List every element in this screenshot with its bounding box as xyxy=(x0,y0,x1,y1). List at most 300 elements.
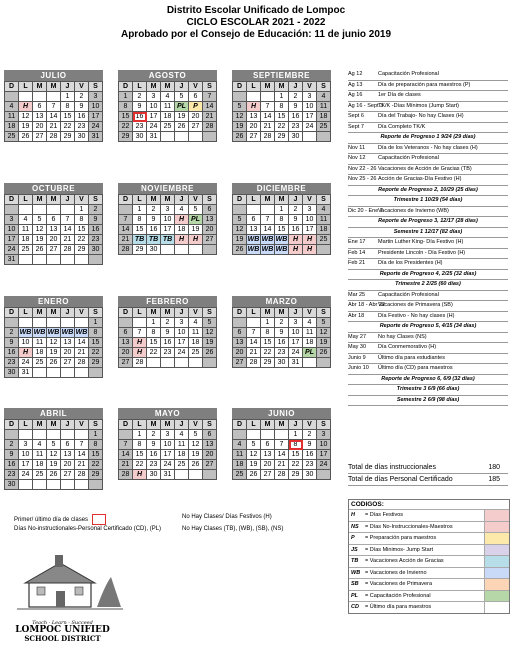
day-cell: 3 xyxy=(5,215,19,225)
day-name-header: D xyxy=(5,195,19,205)
event-text: Vacaciones de Invierno (WB) xyxy=(378,207,449,214)
day-cell: 26 xyxy=(33,245,47,255)
day-cell: 15 xyxy=(133,225,147,235)
day-name-header: J xyxy=(175,308,189,318)
day-cell: 3 xyxy=(161,205,175,215)
day-cell: 30 xyxy=(133,132,147,142)
day-cell: 1 xyxy=(119,92,133,102)
day-name-header: J xyxy=(289,308,303,318)
day-cell: 7 xyxy=(119,215,133,225)
event-row xyxy=(348,312,508,323)
day-cell: 26 xyxy=(317,348,331,358)
day-name-header: S xyxy=(203,308,217,318)
day-cell: 30 xyxy=(147,245,161,255)
day-cell: 9 xyxy=(5,450,19,460)
month-enero xyxy=(4,296,103,378)
day-cell: 3 xyxy=(19,440,33,450)
day-cell xyxy=(61,318,75,328)
event-text: 1er Día de clases xyxy=(378,92,421,98)
day-cell: 9 xyxy=(303,440,317,450)
day-cell: 15 xyxy=(119,112,133,122)
total-certificated-label: Total de días Personal Certificado xyxy=(348,476,453,483)
code-key: NS xyxy=(351,523,359,530)
day-name-header: S xyxy=(203,420,217,430)
day-cell: 13 xyxy=(247,112,261,122)
event-row xyxy=(348,165,508,176)
day-cell: 7 xyxy=(203,92,217,102)
day-cell: 6 xyxy=(33,102,47,112)
day-cell: 2 xyxy=(89,205,103,215)
day-cell: 30 xyxy=(89,245,103,255)
day-cell xyxy=(233,318,247,328)
month-mayo xyxy=(118,408,217,480)
day-name-header: L xyxy=(19,82,33,92)
day-cell: 10 xyxy=(303,215,317,225)
month-marzo xyxy=(232,296,331,368)
event-date: Nov 22 - 26 xyxy=(348,165,377,172)
day-cell: 17 xyxy=(89,112,103,122)
day-cell: 20 xyxy=(119,348,133,358)
day-cell: 18 xyxy=(317,225,331,235)
month-title: NOVIEMBRE xyxy=(118,183,217,194)
day-name-header: D xyxy=(233,195,247,205)
day-cell: 13 xyxy=(47,225,61,235)
day-cell: WB xyxy=(275,246,288,253)
day-cell: 19 xyxy=(47,460,61,470)
day-cell: H xyxy=(19,102,33,112)
event-row xyxy=(348,333,508,344)
legend-no-class-h: No Hay Clases/ Días Festivos (H) xyxy=(182,514,272,520)
day-name-header: V xyxy=(75,420,89,430)
code-description: = Vacaciones de Invierno xyxy=(365,569,427,576)
code-key: SB xyxy=(351,581,359,587)
month-title: OCTUBRE xyxy=(4,183,103,194)
day-cell xyxy=(133,318,147,328)
day-cell: 31 xyxy=(289,358,303,368)
day-cell: 23 xyxy=(75,122,89,132)
day-cell: 3 xyxy=(175,318,189,328)
month-title: MAYO xyxy=(118,408,217,419)
day-cell: 26 xyxy=(175,122,189,132)
day-cell: H xyxy=(303,235,317,245)
day-cell xyxy=(47,368,61,378)
day-cell: 9 xyxy=(147,215,161,225)
day-cell: 1 xyxy=(89,318,103,328)
day-cell: 23 xyxy=(289,122,303,132)
day-cell: 1 xyxy=(289,430,303,440)
day-cell: 16 xyxy=(289,225,303,235)
report-row xyxy=(348,396,508,407)
day-cell: 19 xyxy=(175,112,189,122)
month-title: JULIO xyxy=(4,70,103,81)
day-cell: 10 xyxy=(19,338,33,348)
day-cell xyxy=(303,358,317,368)
day-cell: 2 xyxy=(275,318,289,328)
events-list xyxy=(348,70,508,406)
day-cell xyxy=(203,132,217,142)
day-cell: 18 xyxy=(161,112,175,122)
event-date: Abr 18 xyxy=(348,312,365,319)
day-cell: 5 xyxy=(189,205,203,215)
day-cell: 4 xyxy=(161,92,175,102)
month-title: DICIEMBRE xyxy=(232,183,331,194)
day-cell: 22 xyxy=(89,460,103,470)
day-name-header: S xyxy=(317,420,331,430)
event-row xyxy=(348,354,508,365)
day-cell xyxy=(47,480,61,490)
day-cell: 22 xyxy=(89,348,103,358)
day-name-header: S xyxy=(89,420,103,430)
day-cell: TB xyxy=(161,235,175,245)
day-name-header: S xyxy=(89,308,103,318)
day-cell: 16 xyxy=(133,112,147,122)
month-title: ENERO xyxy=(4,296,103,307)
day-cell: 9 xyxy=(75,102,89,112)
code-color-swatch xyxy=(484,579,509,590)
day-cell: 26 xyxy=(233,132,247,142)
code-key: P xyxy=(351,535,355,541)
day-cell: 6 xyxy=(119,328,133,338)
day-cell: 7 xyxy=(47,102,61,112)
day-cell: 22 xyxy=(261,348,275,358)
day-cell xyxy=(47,430,61,440)
day-cell: WB xyxy=(75,329,88,336)
day-cell: 7 xyxy=(275,440,289,450)
day-cell: 26 xyxy=(203,348,217,358)
day-cell: 5 xyxy=(47,440,61,450)
day-cell: 25 xyxy=(33,358,47,368)
day-name-header: J xyxy=(175,420,189,430)
district-title: Distrito Escolar Unificado de Lompoc xyxy=(166,5,346,16)
day-cell: 17 xyxy=(303,112,317,122)
day-cell: PL xyxy=(303,348,317,358)
day-cell xyxy=(189,358,203,368)
day-name-header: M xyxy=(161,308,175,318)
day-cell: 8 xyxy=(147,328,161,338)
day-cell xyxy=(19,430,33,440)
day-cell xyxy=(61,205,75,215)
report-row xyxy=(348,186,508,197)
event-date: Junio 9 xyxy=(348,354,366,361)
day-cell: 13 xyxy=(261,450,275,460)
day-name-header: L xyxy=(19,195,33,205)
code-key: JS xyxy=(351,546,358,553)
day-name-header: D xyxy=(5,82,19,92)
day-cell: 12 xyxy=(19,112,33,122)
day-cell: 7 xyxy=(119,440,133,450)
day-cell xyxy=(317,470,331,480)
day-cell: 7 xyxy=(75,440,89,450)
day-cell xyxy=(189,245,203,255)
event-text: Capacitación Profesional xyxy=(378,291,439,298)
report-text: Semestre 2 6/9 (98 días) xyxy=(396,396,460,403)
event-date: Feb 21 xyxy=(348,260,366,266)
day-name-header: M xyxy=(275,195,289,205)
day-cell: 9 xyxy=(289,215,303,225)
day-cell: 30 xyxy=(75,132,89,142)
day-cell xyxy=(47,92,61,102)
day-cell xyxy=(5,318,19,328)
day-name-header: M xyxy=(275,420,289,430)
day-cell: 16 xyxy=(147,450,161,460)
day-cell: 29 xyxy=(289,470,303,480)
event-row xyxy=(348,301,508,312)
event-text: Capacitación Profesional xyxy=(378,155,439,161)
day-cell xyxy=(19,318,33,328)
day-name-header: L xyxy=(133,420,147,430)
day-cell xyxy=(119,430,133,440)
day-name-header: L xyxy=(247,195,261,205)
day-cell: 28 xyxy=(275,470,289,480)
day-cell: 15 xyxy=(261,338,275,348)
day-cell: TB xyxy=(133,235,147,245)
day-cell: 23 xyxy=(5,470,19,480)
day-name-header: V xyxy=(303,308,317,318)
day-cell: 30 xyxy=(5,368,19,378)
code-key: WB xyxy=(351,569,361,576)
day-cell: 5 xyxy=(317,318,331,328)
codes-legend xyxy=(348,499,510,614)
month-febrero xyxy=(118,296,217,368)
day-cell: 4 xyxy=(5,102,19,112)
day-cell: 13 xyxy=(203,440,217,450)
event-text: Último día (CD) para maestros xyxy=(378,365,453,371)
report-row xyxy=(348,133,508,144)
day-name-header: V xyxy=(303,82,317,92)
day-cell xyxy=(317,132,331,142)
day-cell xyxy=(33,92,47,102)
day-cell: H xyxy=(175,235,189,245)
day-cell xyxy=(47,205,61,215)
day-name-header: D xyxy=(119,195,133,205)
school-year-title: CICLO ESCOLAR 2021 - 2022 xyxy=(186,17,326,28)
day-cell xyxy=(33,255,47,265)
day-cell: 10 xyxy=(317,440,331,450)
day-cell xyxy=(61,430,75,440)
report-text: Reporte de Progreso 5, 4/15 (34 días) xyxy=(379,323,477,329)
day-cell: 5 xyxy=(175,92,189,102)
day-cell: 29 xyxy=(89,470,103,480)
event-text: Acción de Gracias-Día Festivo (H) xyxy=(378,176,462,182)
code-description: = Preparación para maestros xyxy=(365,535,437,541)
day-name-header: M xyxy=(161,420,175,430)
day-cell xyxy=(33,368,47,378)
day-cell xyxy=(75,255,89,265)
day-cell: 24 xyxy=(89,122,103,132)
day-cell: 8 xyxy=(289,440,303,450)
day-cell: 12 xyxy=(47,450,61,460)
day-cell: 10 xyxy=(89,102,103,112)
total-certificated-value: 185 xyxy=(488,476,500,483)
day-cell: 8 xyxy=(133,440,147,450)
day-cell: 22 xyxy=(133,460,147,470)
logo-name-2: SCHOOL DISTRICT xyxy=(24,634,101,643)
day-cell xyxy=(247,92,261,102)
day-cell xyxy=(75,318,89,328)
day-cell: 21 xyxy=(261,122,275,132)
code-description: = Días No-Instruccionales-Maestros xyxy=(365,523,453,530)
event-date: May 27 xyxy=(348,333,367,340)
day-cell: 8 xyxy=(133,215,147,225)
schoolhouse-icon xyxy=(15,553,125,615)
event-text: Día Festivo - No hay clases (H) xyxy=(378,312,455,319)
red-box-icon xyxy=(92,514,106,525)
codes-title: CODIGOS: xyxy=(351,501,384,508)
day-cell: 8 xyxy=(275,102,289,112)
day-cell: 6 xyxy=(203,430,217,440)
day-cell xyxy=(161,132,175,142)
event-row xyxy=(348,364,508,375)
day-cell: 1 xyxy=(133,205,147,215)
day-cell: 12 xyxy=(203,328,217,338)
day-cell: 22 xyxy=(147,348,161,358)
day-cell: 9 xyxy=(289,102,303,112)
event-date: Ag 16 - Sept 3 xyxy=(348,102,384,109)
day-cell: 19 xyxy=(203,338,217,348)
day-name-header: J xyxy=(175,195,189,205)
day-cell: 26 xyxy=(189,460,203,470)
code-row xyxy=(349,601,509,613)
event-date: Nov 11 xyxy=(348,144,366,151)
day-cell: 10 xyxy=(19,450,33,460)
day-cell: 7 xyxy=(133,328,147,338)
day-cell: 17 xyxy=(161,225,175,235)
event-date: May 30 xyxy=(348,344,367,350)
day-cell: 2 xyxy=(161,318,175,328)
event-row xyxy=(348,343,508,354)
code-color-swatch xyxy=(484,510,509,521)
day-name-header: V xyxy=(189,420,203,430)
day-cell xyxy=(203,245,217,255)
day-cell: 15 xyxy=(133,450,147,460)
day-cell: WB xyxy=(61,329,74,336)
report-row xyxy=(348,375,508,386)
day-name-header: M xyxy=(147,82,161,92)
day-name-header: L xyxy=(133,308,147,318)
event-text: Vacaciones de Primavera (SB) xyxy=(378,302,453,308)
day-cell: 16 xyxy=(5,348,19,358)
day-cell xyxy=(233,92,247,102)
day-cell: H xyxy=(289,235,303,245)
month-title: SEPTIEMBRE xyxy=(232,70,331,81)
month-title: AGOSTO xyxy=(118,70,217,81)
day-cell: 28 xyxy=(119,245,133,255)
day-cell xyxy=(33,430,47,440)
day-cell xyxy=(75,368,89,378)
day-cell: 24 xyxy=(161,460,175,470)
event-date: Mar 25 xyxy=(348,291,366,298)
day-cell: 11 xyxy=(33,450,47,460)
day-cell: 29 xyxy=(61,132,75,142)
day-cell: 9 xyxy=(147,440,161,450)
totals xyxy=(348,462,508,486)
day-cell: 12 xyxy=(233,225,247,235)
day-cell: 22 xyxy=(119,122,133,132)
event-text: Día de preparación para maestros (P) xyxy=(378,81,471,88)
day-cell xyxy=(175,132,189,142)
day-cell: 20 xyxy=(47,235,61,245)
day-cell: 9 xyxy=(161,328,175,338)
day-cell: 5 xyxy=(203,318,217,328)
event-row xyxy=(348,249,508,260)
day-cell: WB xyxy=(19,329,32,336)
day-cell: 15 xyxy=(89,450,103,460)
event-row xyxy=(348,112,508,123)
day-cell: 16 xyxy=(275,338,289,348)
day-cell: 14 xyxy=(247,338,261,348)
district-logo xyxy=(15,553,125,643)
day-cell xyxy=(89,480,103,490)
day-cell: 21 xyxy=(275,460,289,470)
day-cell: 3 xyxy=(303,92,317,102)
day-cell: 8 xyxy=(75,215,89,225)
day-cell xyxy=(47,255,61,265)
day-cell xyxy=(47,318,61,328)
code-row xyxy=(349,555,509,567)
day-cell: 6 xyxy=(61,440,75,450)
day-name-header: V xyxy=(75,82,89,92)
month-septiembre xyxy=(232,70,331,142)
event-date: Junio 10 xyxy=(348,365,369,371)
day-cell: 2 xyxy=(303,430,317,440)
day-cell: 8 xyxy=(275,215,289,225)
day-cell: 3 xyxy=(317,430,331,440)
day-cell: 27 xyxy=(61,358,75,368)
day-cell: 13 xyxy=(203,215,217,225)
day-cell: 2 xyxy=(147,430,161,440)
day-cell: 24 xyxy=(147,122,161,132)
day-cell: 20 xyxy=(61,460,75,470)
code-row xyxy=(349,532,509,544)
legend-no-class-breaks: No Hay Clases (TB), (WB), (SB), (NS) xyxy=(182,526,284,532)
event-text: Vacaciones de Acción de Gracias (TB) xyxy=(378,165,472,172)
day-name-header: M xyxy=(47,308,61,318)
day-cell xyxy=(189,132,203,142)
day-cell: 24 xyxy=(303,122,317,132)
report-text: Trimestre 2 2/25 (60 días) xyxy=(395,281,461,287)
day-cell: 28 xyxy=(119,470,133,480)
day-cell: 13 xyxy=(33,112,47,122)
day-cell: 4 xyxy=(303,318,317,328)
day-cell: 14 xyxy=(75,338,89,348)
day-cell: 27 xyxy=(61,470,75,480)
day-cell xyxy=(119,205,133,215)
day-cell: 14 xyxy=(75,450,89,460)
day-cell: 17 xyxy=(317,450,331,460)
day-cell: 10 xyxy=(303,102,317,112)
day-name-header: M xyxy=(47,420,61,430)
day-name-header: J xyxy=(61,308,75,318)
day-cell: 7 xyxy=(261,215,275,225)
day-name-header: M xyxy=(161,82,175,92)
day-name-header: M xyxy=(261,308,275,318)
day-cell: 11 xyxy=(175,440,189,450)
day-cell: 16 xyxy=(5,460,19,470)
day-cell: 5 xyxy=(247,440,261,450)
day-name-header: M xyxy=(161,195,175,205)
day-cell xyxy=(233,205,247,215)
day-name-header: J xyxy=(61,82,75,92)
day-cell: 24 xyxy=(19,358,33,368)
day-cell: 15 xyxy=(75,225,89,235)
day-name-header: S xyxy=(203,195,217,205)
day-cell: WB xyxy=(275,236,288,243)
day-cell: 23 xyxy=(147,460,161,470)
day-cell: H xyxy=(289,245,303,255)
day-cell xyxy=(19,92,33,102)
day-cell: 6 xyxy=(47,215,61,225)
day-cell: 9 xyxy=(89,215,103,225)
